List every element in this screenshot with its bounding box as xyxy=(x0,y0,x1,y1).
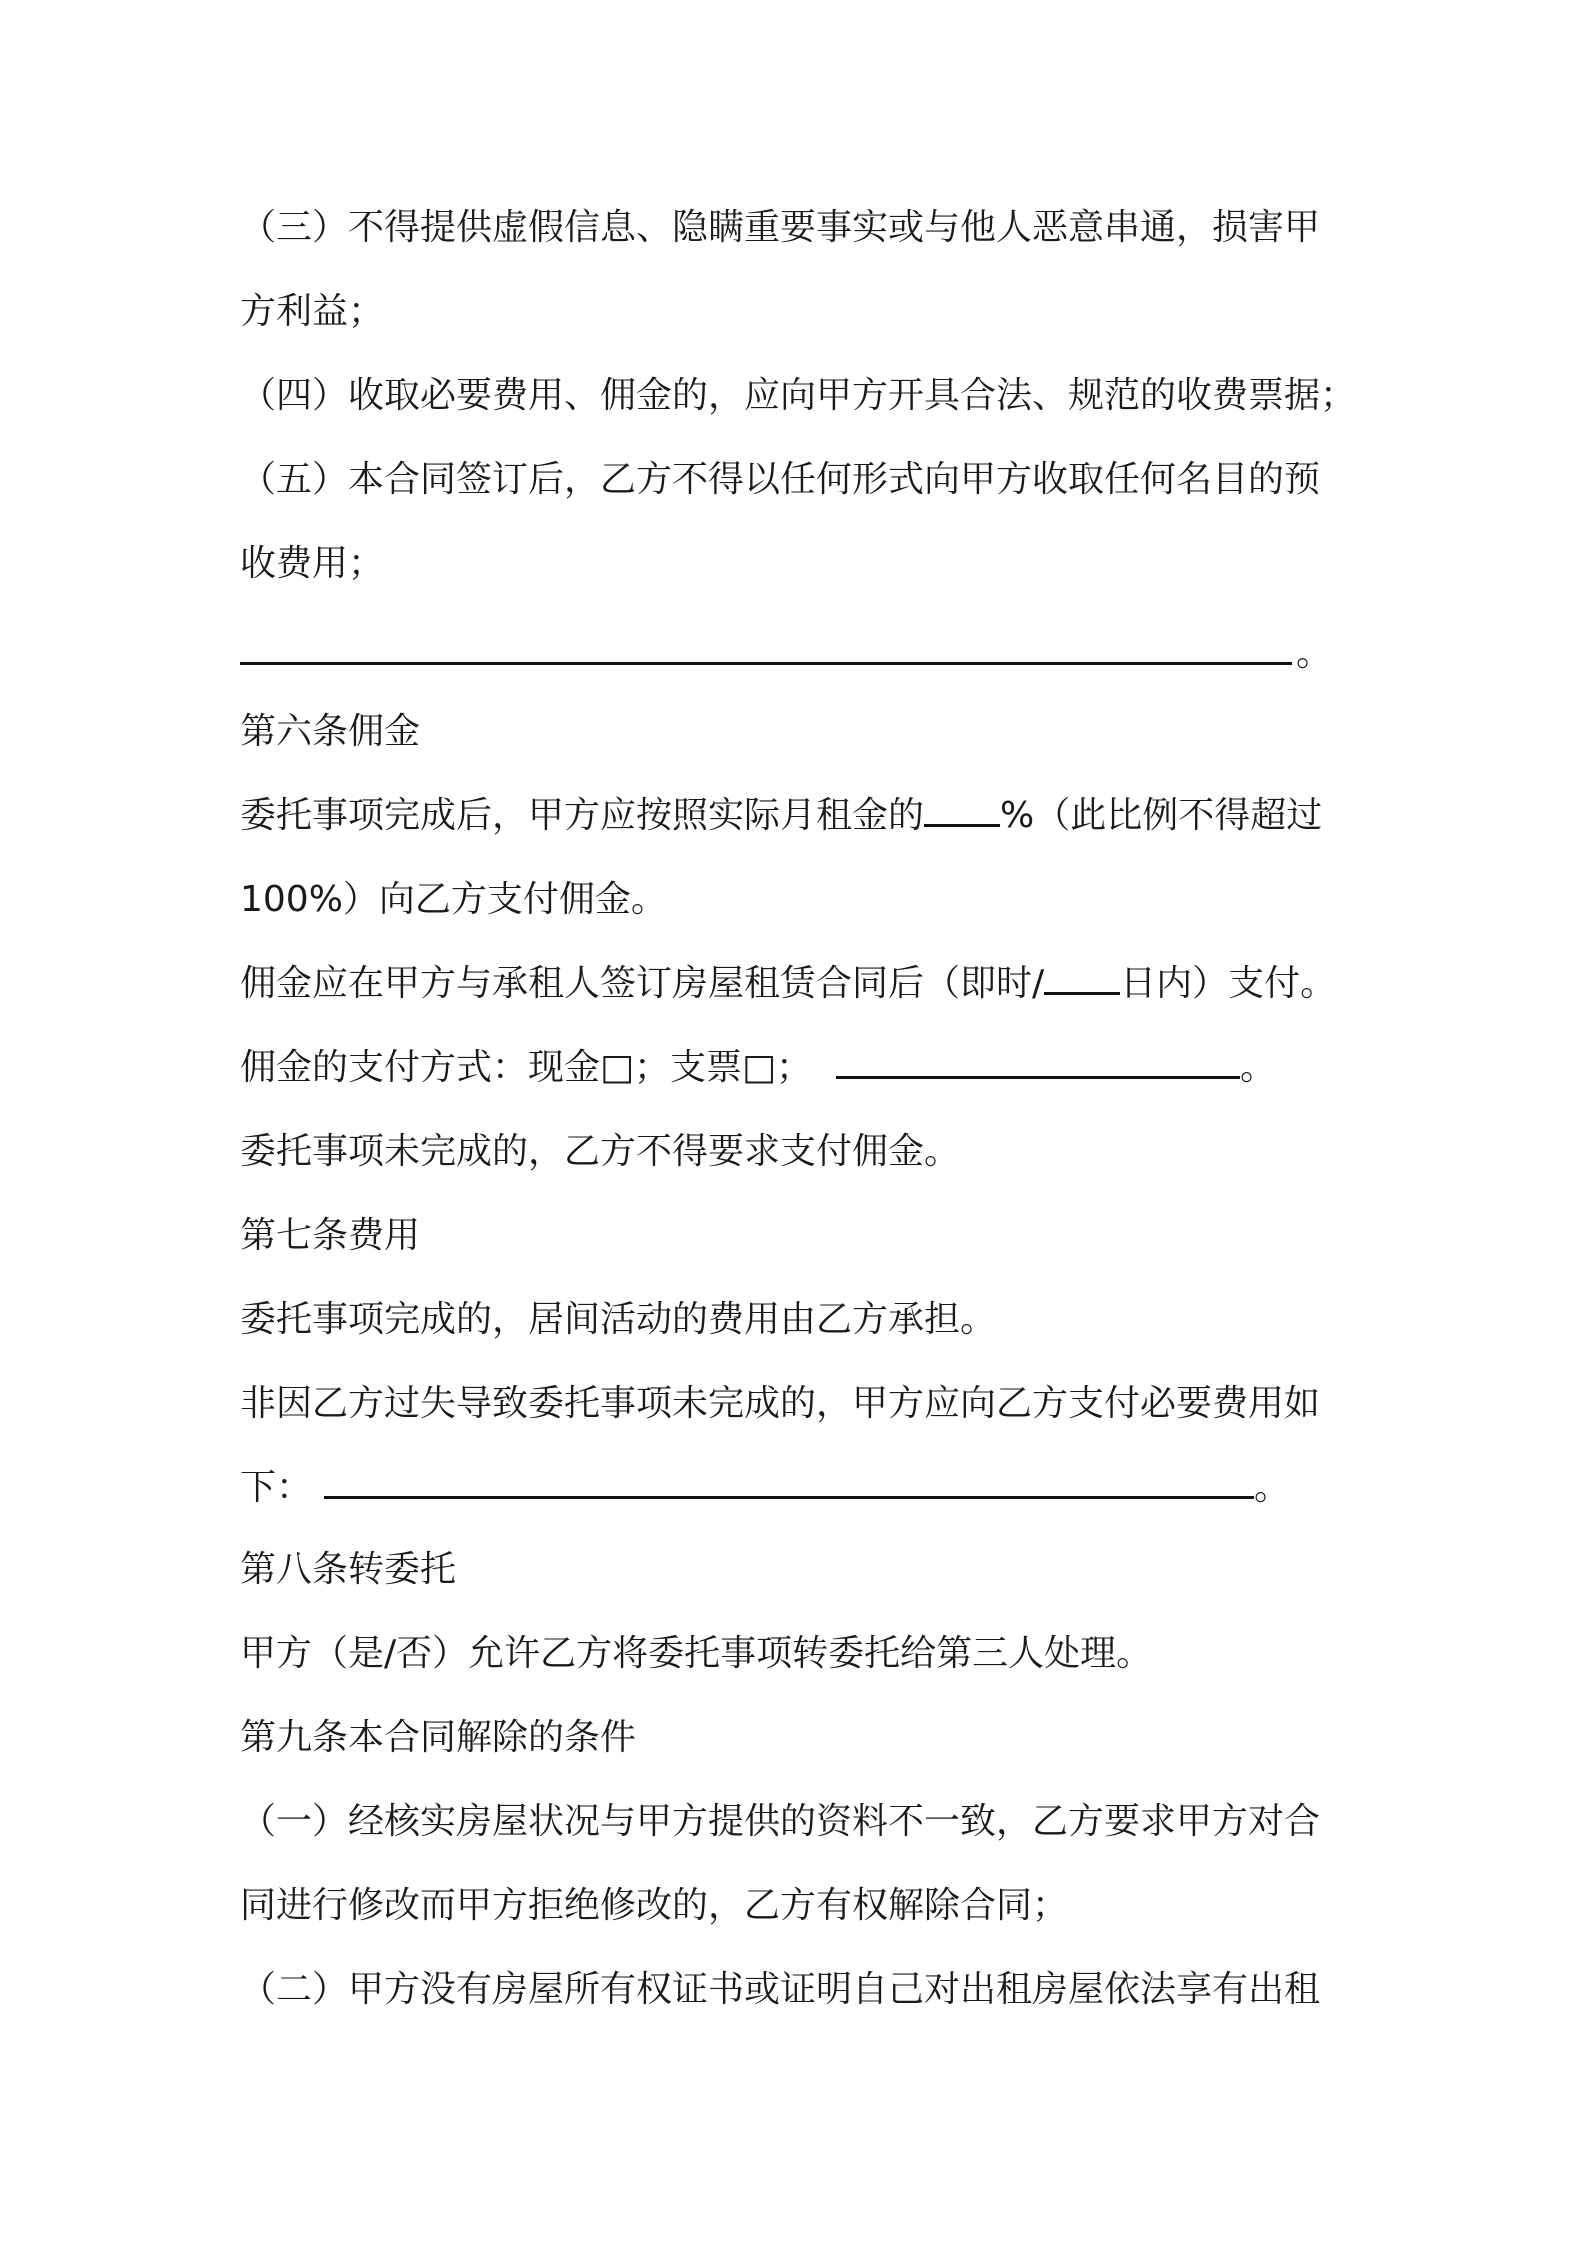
clause-9-item-2: （二）甲方没有房屋所有权证书或证明自己对出租房屋依法享有出租 xyxy=(240,1969,1321,2010)
commission-rate-tail: %（此比例不得超过 xyxy=(1000,795,1323,836)
clause-5-item-3: （三）不得提供虚假信息、隐瞒重要事实或与他人恶意串通，损害甲 xyxy=(240,207,1321,248)
clause-5-item-5: （五）本合同签订后，乙方不得以任何形式向甲方收取任何名目的预 xyxy=(240,459,1321,500)
clause-6-heading: 第六条佣金 xyxy=(240,711,421,752)
commission-rate-blank xyxy=(924,794,1000,827)
commission-not-due-text: 委托事项未完成的，乙方不得要求支付佣金。 xyxy=(240,1131,961,1172)
clause-9-item-1: （一）经核实房屋状况与甲方提供的资料不一致，乙方要求甲方对合 xyxy=(240,1801,1321,1842)
expenses-payable-cont xyxy=(240,1466,1290,1510)
commission-days-blank xyxy=(1044,962,1120,995)
commission-rate-text xyxy=(240,794,1322,838)
expenses-payable-text: 非因乙方过失导致委托事项未完成的，甲方应向乙方支付必要费用如 xyxy=(240,1383,1321,1424)
blank-line xyxy=(240,662,1292,665)
clause-7-heading: 第七条费用 xyxy=(240,1215,421,1256)
commission-rate-lead: 委托事项完成后，甲方应按照实际月租金的 xyxy=(240,795,925,836)
expenses-blank xyxy=(324,1466,1254,1499)
clause-5-item-5-cont: 收费用； xyxy=(240,543,385,584)
clause-9-item-1-cont: 同进行修改而甲方拒绝修改的，乙方有权解除合同； xyxy=(240,1885,1069,1926)
blank-line-period: 。 xyxy=(1296,633,1333,674)
expenses-label: 下： xyxy=(240,1467,313,1508)
commission-rate-cont: 100%）向乙方支付佣金。 xyxy=(240,879,667,920)
payment-method-period: 。 xyxy=(1240,1047,1277,1088)
commission-timing-text xyxy=(240,962,1336,1006)
commission-timing-tail: 日内）支付。 xyxy=(1120,963,1337,1004)
clause-9-heading: 第九条本合同解除的条件 xyxy=(240,1717,637,1758)
subcontract-text: 甲方（是/否）允许乙方将委托事项转委托给第三人处理。 xyxy=(240,1633,1153,1674)
expenses-borne-text: 委托事项完成的，居间活动的费用由乙方承担。 xyxy=(240,1299,997,1340)
payment-method-lead: 佣金的支付方式：现金□；支票□； xyxy=(240,1047,813,1088)
clause-5-item-4: （四）收取必要费用、佣金的，应向甲方开具合法、规范的收费票据； xyxy=(240,375,1357,416)
expenses-period: 。 xyxy=(1254,1467,1291,1508)
commission-timing-lead: 佣金应在甲方与承租人签订房屋租赁合同后（即时/ xyxy=(240,963,1045,1004)
payment-method-text xyxy=(240,1046,1276,1090)
clause-8-heading: 第八条转委托 xyxy=(240,1549,457,1590)
payment-method-blank xyxy=(836,1046,1240,1079)
clause-5-item-3-cont: 方利益； xyxy=(240,291,385,332)
